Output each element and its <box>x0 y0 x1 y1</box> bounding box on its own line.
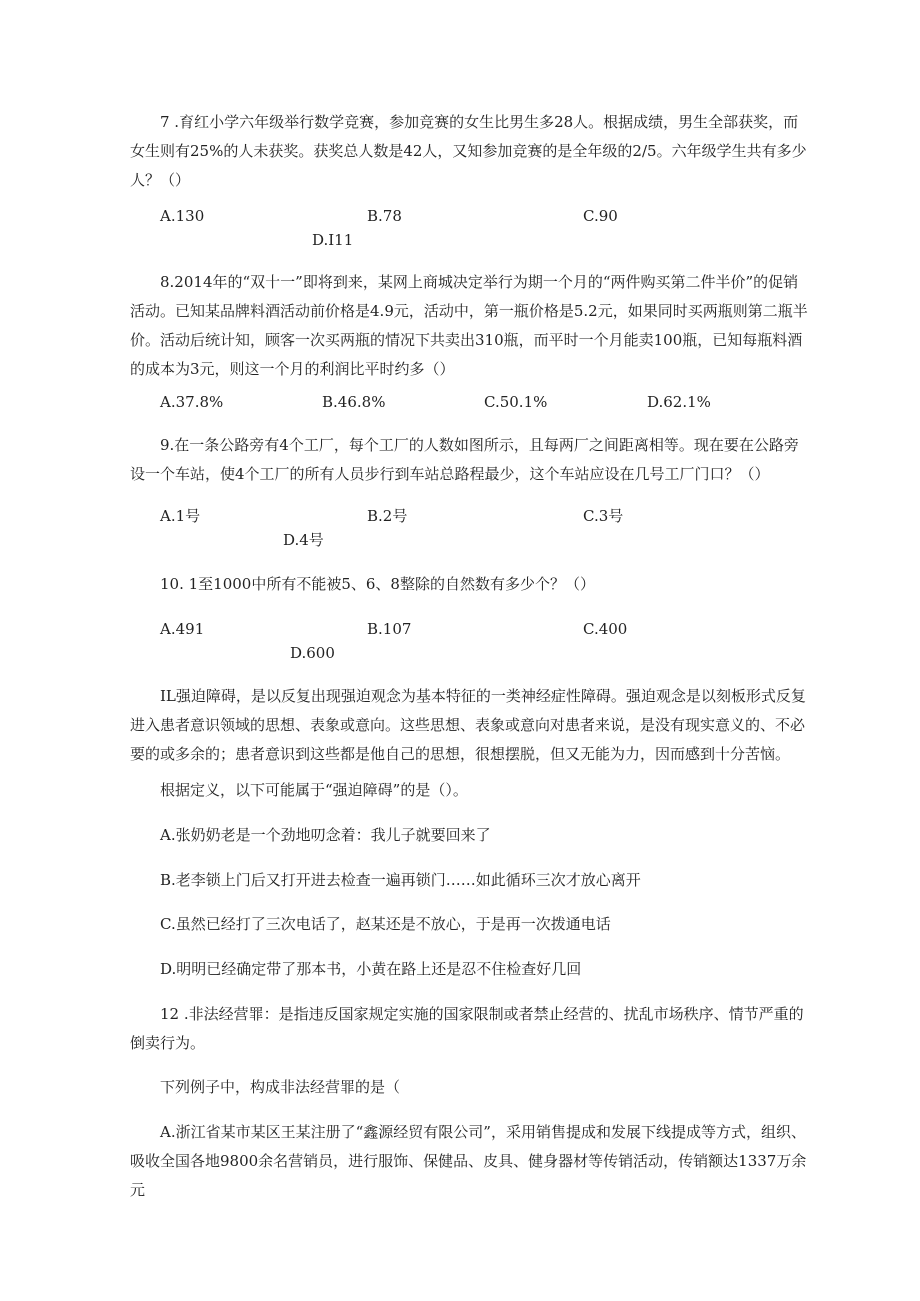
q8-option-c: C.50.1% <box>484 393 548 411</box>
q7-option-b: B.78 <box>367 207 402 225</box>
question-12-prompt: 下列例子中，构成非法经营罪的是（ <box>160 1078 401 1096</box>
q10-option-d: D.600 <box>290 644 335 662</box>
question-9-stem: 9.在一条公路旁有4个工厂，每个工厂的人数如图所示，且每两厂之间距离相等。现在要在公路旁设一个车站，使4个工厂的所有人员步行到车站总路程最少，这个车站应设在几号工厂门口？（） <box>130 436 799 483</box>
q12-option-a: A.浙江省某市某区王某注册了“鑫源经贸有限公司”，采用销售提成和发展下线提成等方式，组织、吸收全国各地9800余名营销员，进行服饰、保健品、皮具、健身器材等传销活动，传销额达1337万余元 <box>130 1123 807 1199</box>
q7-option-d: D.I11 <box>312 231 354 249</box>
q9-option-d: D.4号 <box>283 531 324 549</box>
q8-option-d: D.62.1% <box>647 393 711 411</box>
q9-option-a: A.1号 <box>160 507 201 525</box>
question-8-stem: 8.2014年的“双十一”即将到来，某网上商城决定举行为期一个月的“两件购买第二件半价”的促销活动。已知某品牌料酒活动前价格是4.9元，活动中，第一瓶价格是5.2元，如果同时买两瓶则第二瓶半价。活动后统计知，顾客一次买两瓶的情况下共卖出310瓶，而平时一个月能卖100瓶，已知每瓶料酒的成本为3元，则这一个月的利润比平时约多（） <box>130 273 808 378</box>
question-10-stem: 10. 1至1000中所有不能被5、6、8整除的自然数有多少个？（） <box>160 575 595 593</box>
q10-option-a: A.491 <box>160 620 205 638</box>
question-12-definition: 12 .非法经营罪：是指违反国家规定实施的国家限制或者禁止经营的、扰乱市场秩序、情节严重的倒卖行为。 <box>130 1005 804 1052</box>
question-11-definition: IL强迫障碍，是以反复出现强迫观念为基本特征的一类神经症性障碍。强迫观念是以刻板形式反复进入患者意识领域的思想、表象或意向。这些思想、表象或意向对患者来说，是没有现实意义的、不必要的或多余的；患者意识到这些都是他自己的思想，很想摆脱，但又无能为力，因而感到十分苦恼。 <box>130 687 806 763</box>
q9-option-c: C.3号 <box>583 507 624 525</box>
q7-option-c: C.90 <box>583 207 618 225</box>
q9-option-b: B.2号 <box>367 507 408 525</box>
question-11-prompt: 根据定义，以下可能属于“强迫障碍”的是（）。 <box>160 781 468 799</box>
q8-option-b: B.46.8% <box>322 393 386 411</box>
q11-option-d: D.明明已经确定带了那本书，小黄在路上还是忍不住检查好几回 <box>160 960 582 978</box>
q11-option-a: A.张奶奶老是一个劲地叨念着：我儿子就要回来了 <box>160 826 491 844</box>
q10-option-c: C.400 <box>583 620 628 638</box>
q7-option-a: A.130 <box>160 207 205 225</box>
q11-option-b: B.老李锁上门后又打开进去检查一遍再锁门……如此循环三次才放心离开 <box>160 871 641 889</box>
q8-option-a: A.37.8% <box>160 393 224 411</box>
q11-option-c: C.虽然已经打了三次电话了，赵某还是不放心，于是再一次拨通电话 <box>160 915 611 933</box>
q10-option-b: B.107 <box>367 620 412 638</box>
question-7-stem: 7 .育红小学六年级举行数学竞赛，参加竞赛的女生比男生多28人。根据成绩，男生全部获奖，而女生则有25%的人未获奖。获奖总人数是42人，又知参加竞赛的是全年级的2/5。六年级学生共有多少人？（） <box>130 113 807 189</box>
